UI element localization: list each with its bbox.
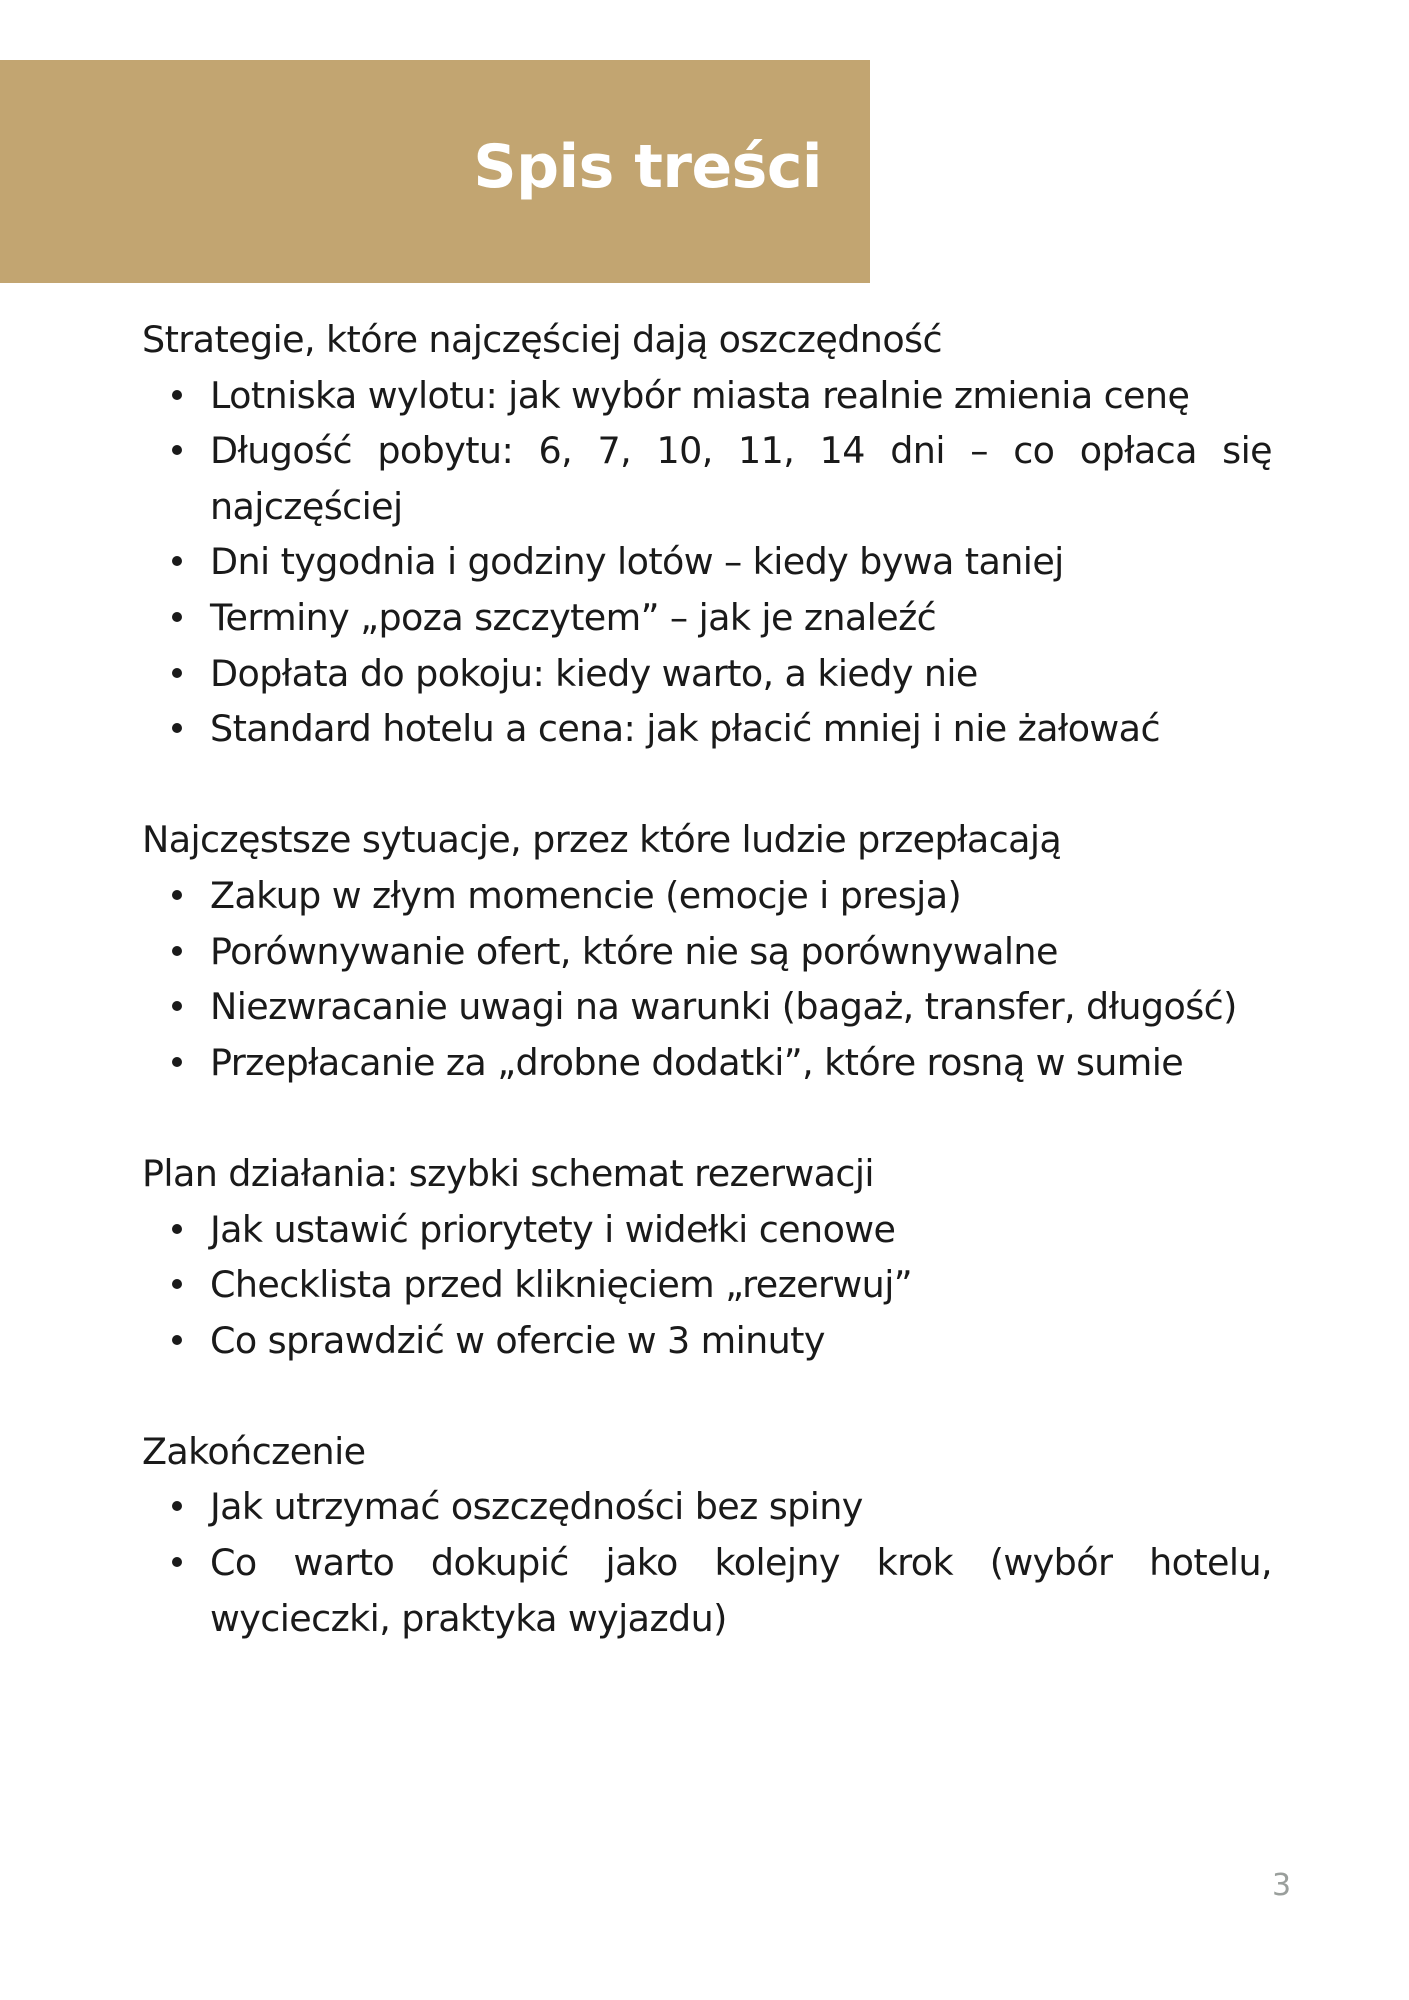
toc-item-text: Lotniska wylotu: jak wybór miasta realnie zmienia cenę (210, 373, 1190, 417)
toc-section (142, 312, 1272, 757)
toc-item-text: Standard hotelu a cena: jak płacić mniej i nie żałować (210, 707, 1160, 751)
bullet-icon (172, 390, 182, 400)
toc-item (142, 868, 1272, 924)
toc-item-text: Co sprawdzić w ofercie w 3 minuty (210, 1318, 825, 1362)
bullet-icon (172, 1057, 182, 1067)
toc-item-list (142, 868, 1272, 1090)
toc-item (142, 534, 1272, 590)
toc-item (142, 646, 1272, 702)
bullet-icon (172, 1224, 182, 1234)
bullet-icon (172, 668, 182, 678)
toc-section-heading: Zakończenie (142, 1429, 366, 1473)
toc-item-text: Jak utrzymać oszczędności bez spiny (210, 1485, 863, 1529)
toc-item (142, 979, 1272, 1035)
bullet-icon (172, 723, 182, 733)
toc-item (142, 1313, 1272, 1369)
title-banner (0, 60, 870, 283)
toc-item-text: Przepłacanie za „drobne dodatki”, które rosną w sumie (210, 1040, 1184, 1084)
toc-item-text: Zakup w złym momencie (emocje i presja) (210, 873, 962, 917)
toc-item (142, 423, 1272, 534)
toc-item (142, 368, 1272, 424)
toc-item (142, 1202, 1272, 1258)
bullet-icon (172, 1557, 182, 1567)
toc-item-text: Co warto dokupić jako kolejny krok (wybór hotelu, wycieczki, praktyka wyjazdu) (210, 1541, 1272, 1640)
bullet-icon (172, 612, 182, 622)
toc-section-heading: Najczęstsze sytuacje, przez które ludzie przepłacają (142, 818, 1062, 862)
toc-item-text: Długość pobytu: 6, 7, 10, 11, 14 dni – co opłaca się najczęściej (210, 429, 1272, 528)
bullet-icon (172, 445, 182, 455)
bullet-icon (172, 1001, 182, 1011)
bullet-icon (172, 1501, 182, 1511)
toc-item (142, 1257, 1272, 1313)
toc-section-heading: Strategie, które najczęściej dają oszczędność (142, 318, 942, 361)
bullet-icon (172, 1335, 182, 1345)
toc-item-list (142, 368, 1272, 757)
bullet-icon (172, 556, 182, 566)
page-number: 3 (1272, 1868, 1292, 1903)
toc-item-text: Dopłata do pokoju: kiedy warto, a kiedy nie (210, 651, 978, 695)
toc-item (142, 1479, 1272, 1535)
table-of-contents (142, 312, 1272, 1702)
toc-section (142, 1146, 1272, 1368)
toc-item (142, 924, 1272, 980)
toc-item-list (142, 1479, 1272, 1646)
toc-item-text: Niezwracanie uwagi na warunki (bagaż, transfer, długość) (210, 985, 1237, 1029)
toc-item (142, 701, 1272, 757)
toc-item-text: Porównywanie ofert, które nie są porównywalne (210, 929, 1058, 973)
toc-section-heading: Plan działania: szybki schemat rezerwacji (142, 1151, 874, 1195)
toc-item-text: Checklista przed kliknięciem „rezerwuj” (210, 1263, 913, 1307)
toc-item-text: Terminy „poza szczytem” – jak je znaleźć (210, 595, 937, 639)
toc-item-text: Dni tygodnia i godziny lotów – kiedy bywa taniej (210, 540, 1064, 584)
bullet-icon (172, 890, 182, 900)
toc-item-list (142, 1202, 1272, 1369)
bullet-icon (172, 946, 182, 956)
toc-section (142, 812, 1272, 1090)
toc-item (142, 1535, 1272, 1646)
toc-section (142, 1424, 1272, 1646)
toc-item (142, 590, 1272, 646)
toc-item-text: Jak ustawić priorytety i widełki cenowe (210, 1207, 896, 1251)
page-title: Spis treści (473, 132, 822, 202)
toc-item (142, 1035, 1272, 1091)
bullet-icon (172, 1279, 182, 1289)
